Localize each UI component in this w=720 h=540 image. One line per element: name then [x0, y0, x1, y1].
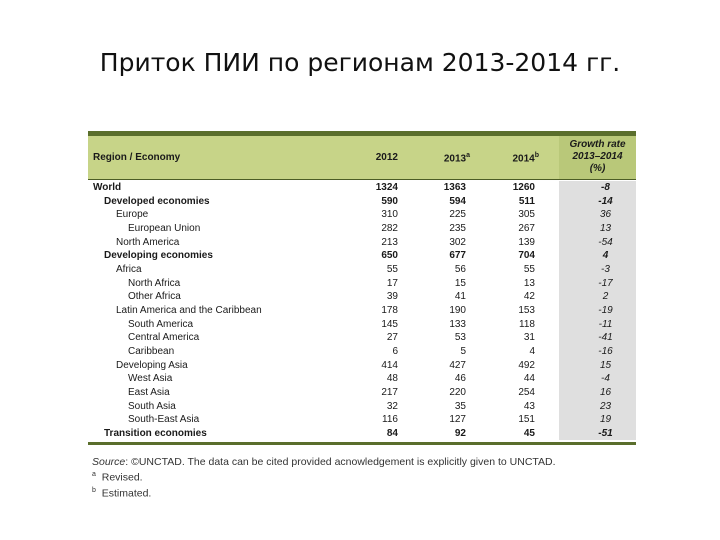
row-region-name: Other Africa [128, 291, 181, 303]
row-region-name: European Union [128, 222, 201, 234]
table-row [88, 208, 636, 222]
table-row [88, 359, 636, 373]
value-2014: 151 [518, 414, 535, 426]
growth-rate-value: 2 [602, 291, 609, 303]
growth-rate-value: 4 [602, 250, 609, 262]
row-region-name: South America [128, 318, 194, 330]
value-2013: 235 [449, 222, 466, 234]
value-2014: 118 [519, 318, 535, 330]
value-2014: 139 [518, 236, 535, 248]
growth-rate-value: -17 [598, 277, 613, 289]
table-notes [92, 456, 556, 499]
row-region-name: Latin America and the Caribbean [116, 304, 262, 316]
value-2014: 13 [523, 277, 535, 289]
value-2012: 145 [381, 318, 398, 330]
value-2013: 92 [454, 427, 466, 439]
value-2014: 4 [529, 345, 535, 357]
value-2012: 650 [381, 250, 398, 262]
value-2013: 594 [449, 195, 466, 207]
row-region-name: North Africa [128, 277, 181, 289]
table-row [88, 345, 636, 359]
value-2014: 43 [523, 400, 535, 412]
table-row [88, 427, 636, 441]
table-row [88, 372, 636, 386]
value-2013: 127 [449, 414, 466, 426]
value-2013: 225 [449, 209, 466, 221]
value-2014: 42 [523, 291, 535, 303]
growth-rate-value: -19 [598, 304, 613, 316]
row-region-name: Developing Asia [116, 359, 188, 371]
value-2014: 254 [518, 386, 535, 398]
value-2012: 39 [386, 291, 398, 303]
value-2014: 31 [523, 332, 535, 344]
value-2012: 217 [381, 386, 398, 398]
value-2014: 153 [518, 304, 535, 316]
table-header [88, 136, 636, 180]
value-2013: 427 [449, 359, 466, 371]
growth-rate-value: 13 [599, 222, 612, 234]
header-2012: 2012 [375, 152, 398, 163]
value-2014: 511 [518, 195, 535, 207]
growth-rate-value: -16 [598, 345, 613, 357]
row-region-name: Africa [116, 263, 142, 275]
row-region-name: Caribbean [128, 345, 175, 357]
value-2013: 46 [454, 373, 466, 385]
growth-rate-value: 15 [599, 359, 612, 371]
header-2014: 2014$^b$ [512, 152, 539, 165]
value-2014: 704 [518, 250, 535, 262]
value-2013: 190 [449, 304, 466, 316]
growth-rate-value: 19 [599, 414, 612, 426]
row-region-name: East Asia [128, 386, 170, 398]
fdi-table [88, 131, 636, 445]
table-row [88, 386, 636, 400]
table-row [88, 331, 636, 345]
value-2013: 133 [449, 318, 466, 330]
value-2012: 84 [386, 427, 398, 439]
value-2014: 44 [523, 373, 535, 385]
value-2014: 55 [523, 263, 535, 275]
value-2013: 220 [449, 386, 466, 398]
table-body [88, 181, 636, 440]
growth-rate-value: -8 [601, 182, 610, 193]
value-2012: 6 [392, 345, 398, 357]
growth-rate-value: 23 [599, 400, 612, 412]
footnote-a: $^a$ Revised. [92, 471, 143, 484]
value-2012: 282 [381, 222, 398, 234]
table-row [88, 195, 636, 209]
value-2014: 45 [523, 427, 535, 439]
row-region-name: South-East Asia [128, 414, 200, 426]
growth-rate-value: -11 [598, 318, 613, 330]
value-2013: 35 [454, 400, 466, 412]
table-row [88, 290, 636, 304]
value-2014: 1260 [512, 182, 535, 193]
value-2012: 116 [382, 414, 398, 426]
row-region-name: Central America [128, 332, 200, 344]
value-2012: 590 [381, 195, 398, 207]
row-region-name: Developing economies [104, 250, 213, 262]
table-row [88, 249, 636, 263]
growth-rate-value: -14 [598, 195, 613, 207]
table-row [88, 236, 636, 250]
value-2012: 310 [381, 209, 398, 221]
header-growth-rate: Growth rate 2013–2014 (%) [559, 136, 636, 179]
value-2012: 17 [386, 277, 398, 289]
value-2013: 1363 [443, 182, 466, 193]
growth-rate-value: -51 [598, 427, 613, 439]
value-2012: 178 [381, 304, 398, 316]
growth-rate-value: -3 [601, 263, 610, 275]
value-2014: 492 [518, 359, 535, 371]
row-region-name: Developed economies [104, 195, 210, 207]
growth-rate-value: -41 [598, 332, 613, 344]
row-region-name: World [93, 182, 122, 193]
row-region-name: North America [116, 236, 180, 248]
value-2012: 32 [386, 400, 398, 412]
growth-rate-value: -4 [601, 373, 610, 385]
value-2012: 414 [381, 359, 398, 371]
value-2013: 15 [454, 277, 466, 289]
growth-rate-value: -54 [598, 236, 613, 248]
value-2013: 56 [454, 263, 466, 275]
row-region-name: West Asia [128, 373, 173, 385]
value-2012: 213 [381, 236, 398, 248]
table-row [88, 318, 636, 332]
value-2012: 1324 [375, 182, 398, 193]
value-2012: 27 [386, 332, 398, 344]
table-row [88, 263, 636, 277]
header-region: Region / Economy [93, 152, 181, 163]
table-row [88, 413, 636, 427]
row-region-name: Europe [116, 209, 149, 221]
header-2013: 2013$^a$ [443, 152, 470, 165]
row-region-name: Transition economies [104, 427, 207, 439]
value-2012: 48 [386, 373, 398, 385]
slide-title: Приток ПИИ по регионам 2013-2014 гг. [99, 48, 621, 77]
source-note: Source: ©UNCTAD. The data can be cited provided acnowledgement is explicitly given to UNCTAD. [92, 456, 556, 468]
value-2013: 302 [449, 236, 466, 248]
table-row [88, 181, 636, 195]
value-2013: 5 [460, 345, 466, 357]
growth-rate-value: 36 [599, 209, 612, 221]
value-2012: 55 [386, 263, 398, 275]
growth-rate-value: 16 [599, 386, 612, 398]
value-2013: 53 [454, 332, 466, 344]
row-region-name: South Asia [128, 400, 176, 412]
value-2014: 305 [518, 209, 535, 221]
table-row [88, 277, 636, 291]
table-row [88, 400, 636, 414]
table-row [88, 222, 636, 236]
value-2014: 267 [518, 222, 535, 234]
table-row [88, 304, 636, 318]
value-2013: 677 [449, 250, 466, 262]
table-bottom-rule [88, 442, 636, 445]
footnote-b: $^b$ Estimated. [92, 486, 152, 499]
value-2013: 41 [454, 291, 466, 303]
